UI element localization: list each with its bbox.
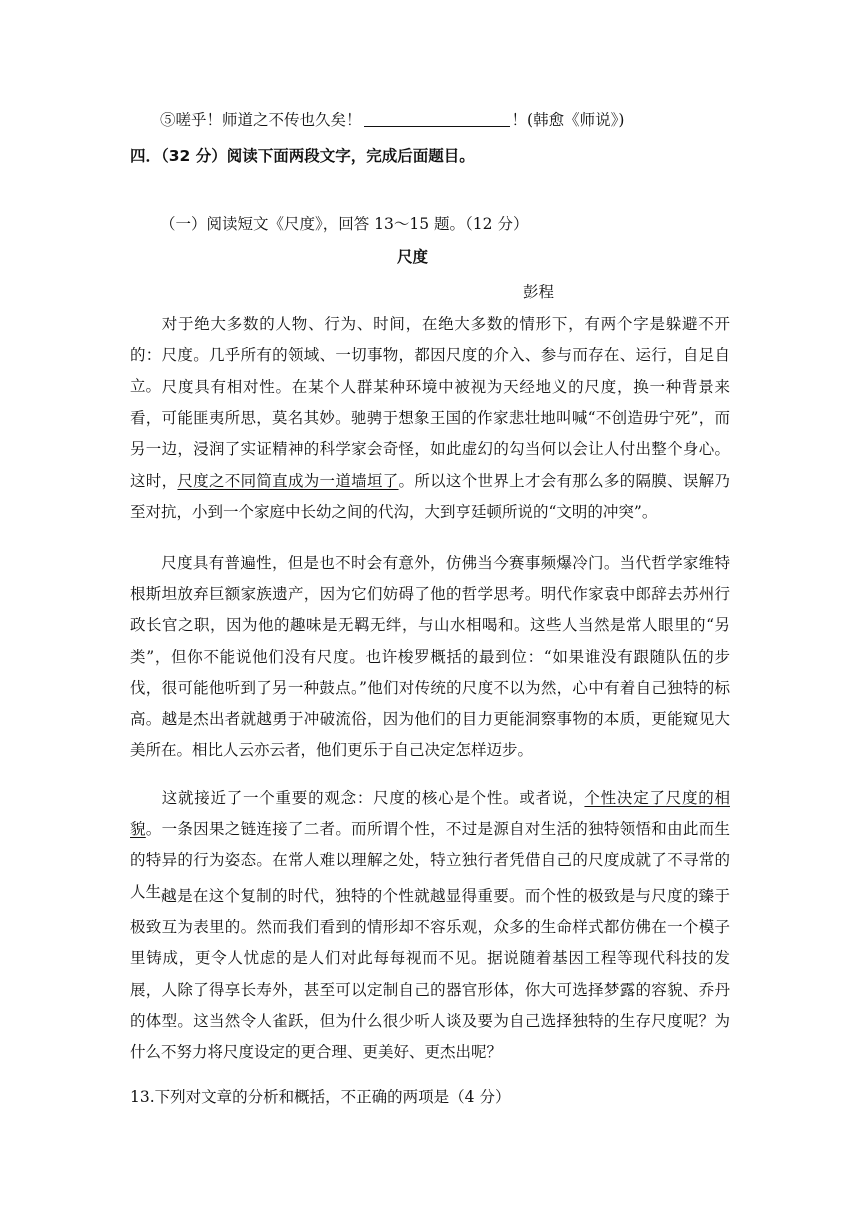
underlined-phrase: 个性决定了尺度的相貌 — [130, 789, 730, 839]
quote-text: ⑤嗟乎！师道之不传也久矣！ — [160, 111, 362, 129]
section-four-heading: 四．（32 分）阅读下面两段文字，完成后面题目。 — [130, 147, 475, 165]
passage-title: 尺度 — [397, 248, 429, 266]
passage-paragraph-4: 这就接近了一个重要的观念：尺度的核心是个性。或者说，个性决定了尺度的相貌。一条因果之链连接了二者。而所谓个性，不过是源自对生活的独特领悟和由此而生的特异的行为姿态。在常人难以理解之处，特立独行者凭借自己的尺度成就了不寻常的人生。 — [130, 789, 730, 901]
passage-paragraph-2: 尺度具有相对性。在某个人群某种环境中被视为天经地义的尺度，换一种背景来看，可能匪夷所思，莫名其妙。驰骋于想象王国的作家悲壮地叫喊“不创造毋宁死”，而另一边，浸润了实证精神的科学家会奇怪，如此虚幻的勾当何以会让人付出整个身心。这时，尺度之不同简直成为一道墙垣了。所以这个世界上才会有那么多的隔膜、误解乃至对抗，小到一个家庭中长幼之间的代沟，大到亨廷顿所说的“文明的冲突”。 — [130, 378, 730, 521]
quote-source: ！(韩愈《师说》) — [511, 111, 625, 129]
question-13: 13.下列对文章的分析和概括，不正确的两项是（4 分） — [130, 1088, 511, 1106]
passage-intro: （一）阅读短文《尺度》，回答 13～15 题。（12 分） — [160, 215, 529, 233]
underlined-phrase: 尺度之不同简直成为一道墙垣了 — [177, 471, 399, 490]
passage-paragraph-5: 越是在这个复制的时代，独特的个性就越显得重要。而个性的极致是与尺度的臻于极致互为表里的。然而我们看到的情形却不容乐观，众多的生命样式都仿佛在一个模子里铸成，更令人忧虑的是人们对此每每视而不见。据说随着基因工程等现代科技的发展，人除了得享长寿外，甚至可以定制自己的器官形体，你大可选择梦露的容貌、乔丹的体型。这当然令人雀跃，但为什么很少听人谈及要为自己选择独特的生存尺度呢？为什么不努力将尺度设定的更合理、更美好、更杰出呢？ — [130, 887, 730, 1062]
passage-paragraph-1: 对于绝大多数的人物、行为、时间，在绝大多数的情形下，有两个字是躲避不开的：尺度。几乎所有的领域、一切事物，都因尺度的介入、参与而存在、运行，自足自立。 — [130, 315, 730, 396]
quote-fill-blank-line — [160, 110, 624, 130]
answer-blank[interactable] — [364, 112, 510, 127]
passage-paragraph-3: 尺度具有普遍性，但是也不时会有意外，仿佛当今赛事频爆冷门。当代哲学家维特根斯坦放弃巨额家族遗产，因为它们妨碍了他的哲学思考。明代作家袁中郎辞去苏州行政长官之职，因为他的趣味是无羁无绊，与山水相喝和。这些人当然是常人眼里的“另类”，但你不能说他们没有尺度。也许梭罗概括的最到位：“如果谁没有跟随队伍的步伐，很可能他听到了另一种鼓点。”他们对传统的尺度不以为然，心中有着自己独特的标高。越是杰出者就越勇于冲破流俗，因为他们的目力更能洞察事物的本质，更能窥见大美所在。相比人云亦云者，他们更乐于自己决定怎样迈步。 — [130, 554, 730, 760]
passage-author: 彭程 — [523, 283, 555, 301]
